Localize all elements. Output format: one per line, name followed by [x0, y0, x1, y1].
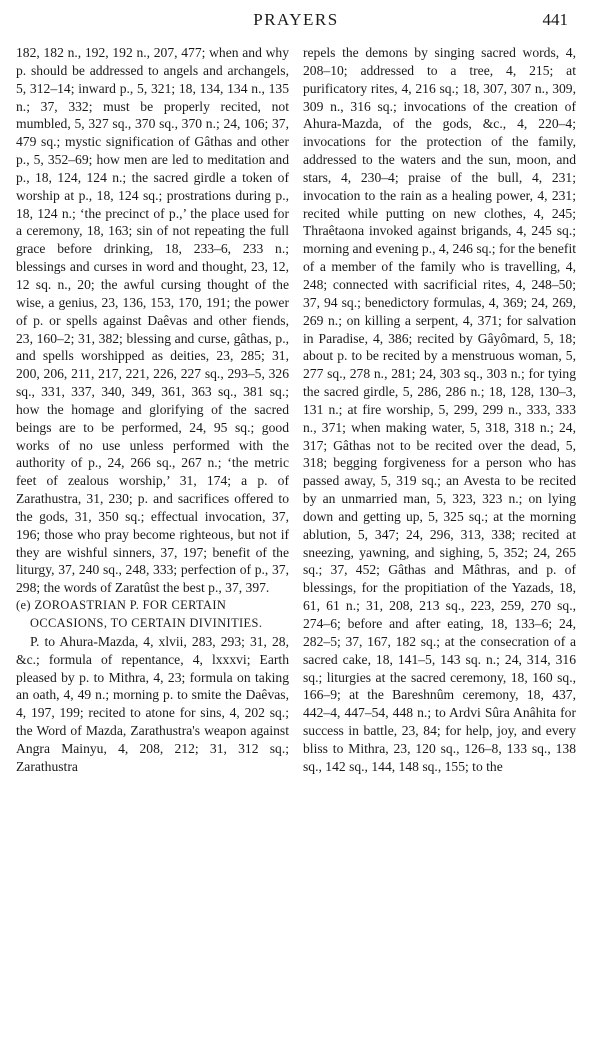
index-entry-section-start: P. to Ahura-Mazda, 4, xlvii, 283, 293; 31, 28, &c.; formula of repentance, 4, lxxxvi; Earth pleased by p. to Mithra, 4, 23; formula on taking an oath, 4, 49 n.; morning p. to smite the Daêvas, 4, 197, 199; recited to atone for sins, 4, 202 sq.; the Word of Mazda, Zarathustra's weapon against Angra Mainyu, 4, 208, 212; 31, 312 sq.; Zarathustra	[16, 633, 289, 774]
left-column	[16, 44, 289, 1046]
index-entry-right: repels the demons by singing sacred words, 4, 208–10; addressed to a tree, 4, 215; at purificatory rites, 4, 216 sq.; 18, 307, 307 n., 309, 309 n., 316 sq.; invocations of the creation of Ahura-Mazda, of the gods, &c., 4, 220–4; invocations for the protection of the family, addressed to the waters and the sun, moon, and stars, 4, 230–4; praise of the bull, 4, 231; invocation to the rain as a healing power, 4, 231; recited while putting on new clothes, 4, 245; Thraêtaona invoked against brigands, 4, 245 sq.; morning and evening p., 4, 246 sq.; for the benefit of a member of the family who is travelling, 4, 248; connected with sacrificial rites, 4, 248–50; 37, 94 sq.; benedictory formulas, 4, 369; 24, 269, 269 n.; on killing a serpent, 4, 371; for salvation in Paradise, 4, 386; recited by Gâyômard, 5, 18; about p. to be recited by a menstruous woman, 5, 277 sq., 278 n., 281; 24, 303 sq., 303 n.; for tying the sacred girdle, 5, 286, 286 n.; 18, 128, 130–3, 131 n.; at fire worship, 5, 299, 299 n., 333, 333 n., 371; when making water, 5, 318, 318 n.; 24, 317; Gâthas not to be recited over the dead, 5, 318; begging forgiveness for a person who has passed away, 5, 319 sq.; an Avesta to be recited by an unmarried man, 5, 323, 323 n.; on lying down and getting up, 5, 325 sq.; at the morning ablution, 5, 347; 24, 296, 313, 338; recited at sneezing, yawning, and sighing, 5, 352; 24, 265 sq.; 37, 452; Gâthas and Mâthras, and p. of blessings, for the propitiation of the Yazads, 18, 61, 61 n.; 31, 208, 213 sq., 223, 259, 270 sq., 274–6; before and after eating, 18, 133–6; 24, 282–5; 37, 167, 182 sq.; at the consecration of a sacred cake, 18, 141–5, 143 sq. n.; 24, 314, 316 sq.; liturgies at the sacred ceremony, 18, 160 sq., 166–9; at the Bareshnûm ceremony, 18, 437, 442–4, 447–54, 448 n.; to Ardvi Sûra Anâhita for success in battle, 23, 84; for help, joy, and every bliss to Mithra, 23, 120 sq., 126–8, 133 sq., 138 sq., 142 sq., 144, 148 sq., 155; to the	[303, 45, 576, 774]
page-header	[18, 10, 574, 36]
index-entry-continuation: 182, 182 n., 192, 192 n., 207, 477; when and why p. should be addressed to angels and archangels, 5, 312–14; inward p., 5, 321; 18, 134, 134 n., 135 n.; 37, 332; must be properly recited, not mumbled, 5, 327 sq., 370 sq., 370 n.; 24, 106; 37, 479 sq.; mystic signification of Gâthas and other p., 5, 352–69; how men are led to meditation and p., 18, 124, 124 n.; the sacred girdle a token of worship at p., 18, 124 sq.; prostrations during p., 18, 124 n.; ‘the precinct of p.,’ the place used for a ceremony, 18, 163; sin of not repeating the full grace before drinking, 18, 233–6, 233 n.; blessings and curses in word and thought, 23, 12, 12 sq. n., 20; the awful cursing thought of the wise, a genius, 23, 136, 153, 170, 191; the power of p. or spells against Daêvas and other fiends, 23, 160–2; 31, 382; blessing and curse, gâthas, p., and spells worshipped as deities, 23, 285; 31, 200, 206, 211, 217, 221, 226, 227 sq., 293–5, 326 sq., 331, 337, 340, 349, 361, 363 sq., 381 sq.; how the homage and glorifying of the sacred beings are to be performed, 24, 95 sq.; good works of no use unless performed with the authority of p., 24, 266 sq., 267 n.; ‘the metric feet of zealous worship,’ 31, 174; a p. of Zarathustra, 31, 230; p. and sacrifices offered to the gods, 31, 350 sq.; effectual invocation, 37, 196; those who pray become righteous, but not if they are wishful sinners, 37, 197; benefit of the liturgy, 37, 240 sq., 248, 333; perfection of p., 37, 298; the words of Zaratûst the best p., 37, 397.	[16, 45, 289, 596]
page-number: 441	[542, 10, 568, 29]
right-column	[303, 44, 576, 1046]
section-heading: (e) ZOROASTRIAN P. FOR CERTAIN OCCASIONS, TO CERTAIN DIVINITIES.	[16, 598, 263, 630]
index-columns	[16, 44, 576, 1046]
running-title: PRAYERS	[253, 10, 339, 29]
